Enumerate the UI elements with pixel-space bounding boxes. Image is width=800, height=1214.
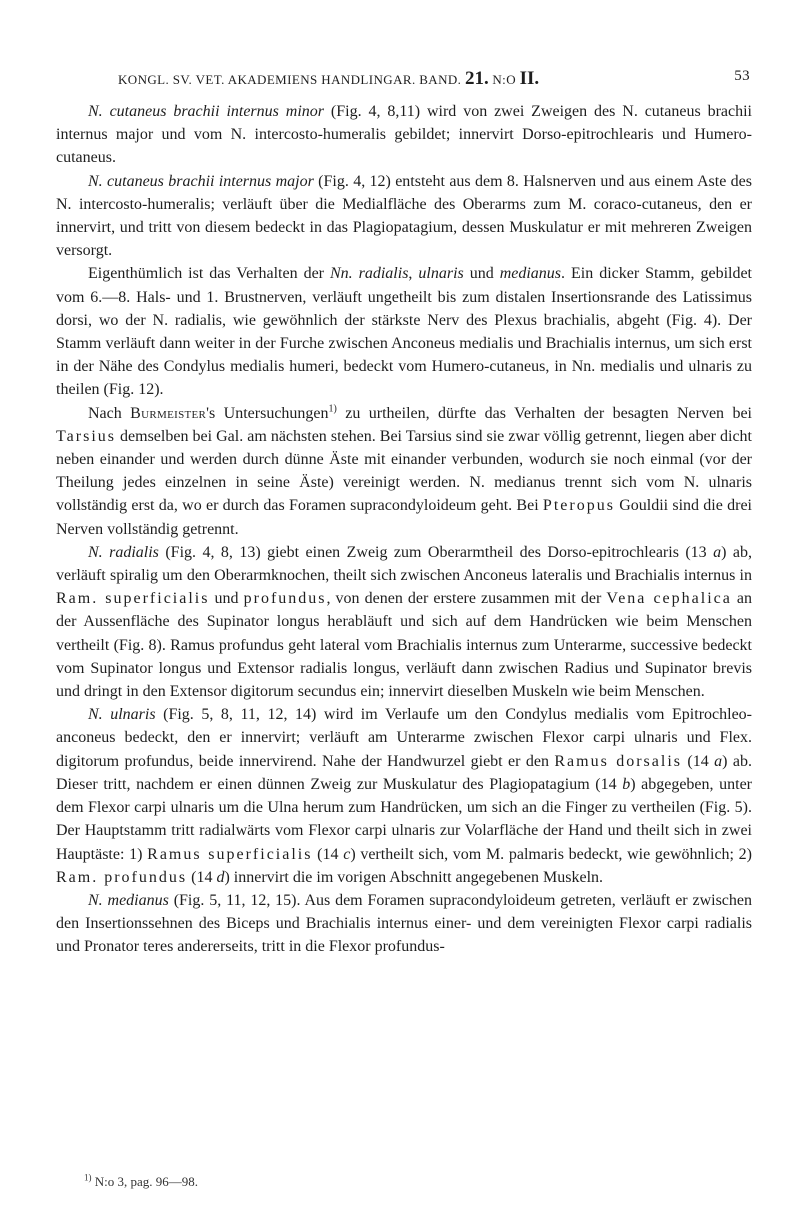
- running-title-text: KONGL. SV. VET. AKADEMIENS HANDLINGAR. BAND.: [118, 72, 462, 87]
- paragraph-text: ) ab, verläuft spiralig um den Oberarmknochen, theilt sich zwischen Anconeus lateralis und Brachialis internus in: [56, 543, 752, 585]
- issue-number: II.: [519, 68, 540, 89]
- running-title: [118, 68, 539, 90]
- genus-tarsius: Tarsius: [56, 427, 116, 445]
- page-number: 53: [734, 68, 750, 84]
- paragraph-text: , von denen der erstere zusammen mit der: [326, 590, 607, 608]
- term-cutaneus-minor: N. cutaneus brachii internus minor: [88, 103, 324, 120]
- footnote-text: N:o 3, pag. 96—98.: [91, 1174, 199, 1189]
- paragraph-text: 's Untersuchungen: [206, 404, 329, 422]
- term-ulnaris: N. ulnaris: [88, 706, 156, 724]
- paragraph-text: ) ab. Dieser tritt, nachdem er einen dünnen Zweig zur Muskulatur des Plagiopatagium (14: [56, 752, 753, 793]
- figure-letter: a: [714, 752, 723, 770]
- paragraph-text: (14: [187, 868, 217, 886]
- paragraph-text: Eigenthümlich ist das Verhalten der: [88, 265, 330, 283]
- paragraph-text: (Fig. 4, 12) entsteht aus dem 8. Halsnerven und aus einem Aste des N. intercosto-humeralis; verläuft über die Medialfläche des Oberarms zum M. coraco-cutaneus, den er innervirt, und tritt von diesem bedeckt in das Plagiopatagium, dessen Muskulatur er mit mehreren Zweigen versorgt.: [56, 172, 753, 260]
- paragraph-text: (Fig. 5, 11, 12, 15). Aus dem Foramen supracondyloideum getreten, verläuft er zwischen den Insertionssehnen des Biceps und Brachialis internus einer- und dem vereinigten Flexor carpi radialis und Pronator teres andererseits, tritt in die Flexor profundus-: [56, 891, 753, 956]
- paragraph-cutaneus-minor: [56, 100, 752, 170]
- number-label: N:O: [492, 72, 516, 87]
- footnote-reference: 1): [328, 403, 337, 415]
- footnote: [84, 1174, 198, 1190]
- genus-pteropus: Pteropus: [542, 497, 615, 515]
- paragraph-text: Gouldii sind die drei Nerven vollständig getrennt.: [56, 497, 753, 538]
- paragraph-text: an der Aussenfläche des Supinator longus herabläuft und sich auf dem Handrücken wie beim Menschen vertheilt (Fig. 8). Ramus profundus geht lateral vom Brachialis internus zum Unterarme, successive bedeckt vom Supinator longus und Extensor radialis longus, verläuft dann zwischen Radius und Supinator brevis und dringt in den Extensor digitorum secundus ein; innervirt dieselben Muskeln wie beim Menschen.: [56, 590, 753, 701]
- paragraph-text: ) vertheilt sich, vom M. palmaris bedeckt, wie gewöhnlich; 2): [350, 845, 753, 863]
- term-ulnaris: ulnaris: [418, 265, 464, 283]
- paragraph-text: (14: [682, 752, 715, 770]
- paragraph-text: . Ein dicker Stamm, gebildet vom 6.—8. Hals- und 1. Brustnerven, verläuft ungetheilt bis zum distalen Insertionsrande des Latissimus dorsi, wo der N. radialis, wie gewöhnlich der stärkste Nerv des Plexus brachialis, abgeht (Fig. 4). Der Stamm verläuft dann weiter in der Furche zwischen Anconeus medialis und Brachialis internus, um sich erst in der Nähe des Condylus medialis humeri, bedeckt vom Humero-cutaneus, in Nn. medialis und ulnaris zu theilen (Fig. 12).: [56, 265, 753, 399]
- term-vena-cephalica: Vena cephalica: [606, 590, 732, 608]
- paragraph-cutaneus-major: [56, 170, 752, 263]
- paragraph-burmeister: [56, 402, 752, 541]
- paragraph-text: ) innervirt die im vorigen Abschnitt angegebenen Muskeln.: [224, 868, 604, 886]
- term-medianus: N. medianus: [88, 891, 169, 909]
- term-ramus-superficialis: Ram. superficialis: [56, 590, 210, 608]
- term-ramus-profundus: Ram. profundus: [56, 868, 188, 886]
- term-profundus: profundus: [243, 590, 327, 608]
- paragraph-text: (14: [312, 845, 344, 863]
- term-radialis: Nn. radialis: [329, 265, 409, 283]
- paragraph-text: und: [209, 590, 244, 608]
- footnote-mark: 1): [84, 1172, 92, 1183]
- paragraph-plexus-overview: [56, 262, 752, 401]
- figure-letter: a: [713, 543, 722, 561]
- body-text: [56, 100, 752, 959]
- term-ramus-superficialis: Ramus superficialis: [147, 845, 313, 863]
- paragraph-medianus: [56, 889, 752, 959]
- term-cutaneus-major: N. cutaneus brachii internus major: [88, 172, 314, 190]
- figure-letter: c: [343, 845, 351, 863]
- figure-letter: d: [216, 868, 225, 886]
- paragraph-text: Nach: [88, 404, 131, 422]
- paragraph-ulnaris: [56, 703, 752, 889]
- term-ramus-dorsalis: Ramus dorsalis: [554, 752, 683, 770]
- paragraph-text: demselben bei Gal. am nächsten stehen. Bei Tarsius sind sie zwar völlig getrennt, liegen aber dicht neben einander und werden durch dünne Äste mit einander verbunden, wodurch sie noch einmal (vor der Theilung jedes einzelnen in seine Äste) vereinigt werden. N. medianus trennt sich vom N. ulnaris vollständig erst da, wo er durch das Foramen supracondyloideum geht. Bei: [56, 427, 752, 515]
- paragraph-text: (Fig. 5, 8, 11, 12, 14) wird im Verlaufe um den Condylus medialis vom Epitrochleo-anconeus bedeckt, den er innervirt; verläuft am Unterarme zwischen Flexor carpi ulnaris und Flex. digitorum profundus, beide innervirend. Nahe der Handwurzel giebt er den: [56, 706, 752, 770]
- paragraph-text: und: [463, 265, 500, 283]
- term-medianus: medianus: [499, 265, 562, 283]
- page-header: [118, 62, 750, 89]
- author-name: Burmeister: [130, 404, 207, 422]
- paragraph-text: ,: [408, 265, 419, 283]
- term-radialis: N. radialis: [88, 543, 159, 561]
- paragraph-radialis: [56, 541, 752, 703]
- figure-letter: b: [622, 775, 631, 793]
- paragraph-text: ) abgegeben, unter dem Flexor carpi ulnaris um die Ulna herum zum Handrücken, um sich an die Finger zu vertheilen (Fig. 5). Der Hauptstamm tritt radialwärts vom Flexor carpi ulnaris zur Volarfläche der Hand und theilt sich in zwei Hauptäste: 1): [56, 775, 752, 863]
- band-number: 21.: [464, 68, 489, 89]
- paragraph-text: (Fig. 4, 8, 13) giebt einen Zweig zum Oberarmtheil des Dorso-epitrochlearis (13: [158, 543, 714, 561]
- paragraph-text: zu urtheilen, dürfte das Verhalten der besagten Nerven bei: [336, 404, 752, 422]
- paragraph-text: (Fig. 4, 8,11) wird von zwei Zweigen des N. cutaneus brachii internus major und vom N. intercosto-humeralis gebildet; innervirt Dorso-epitrochlearis und Humero-cutaneus.: [56, 103, 752, 167]
